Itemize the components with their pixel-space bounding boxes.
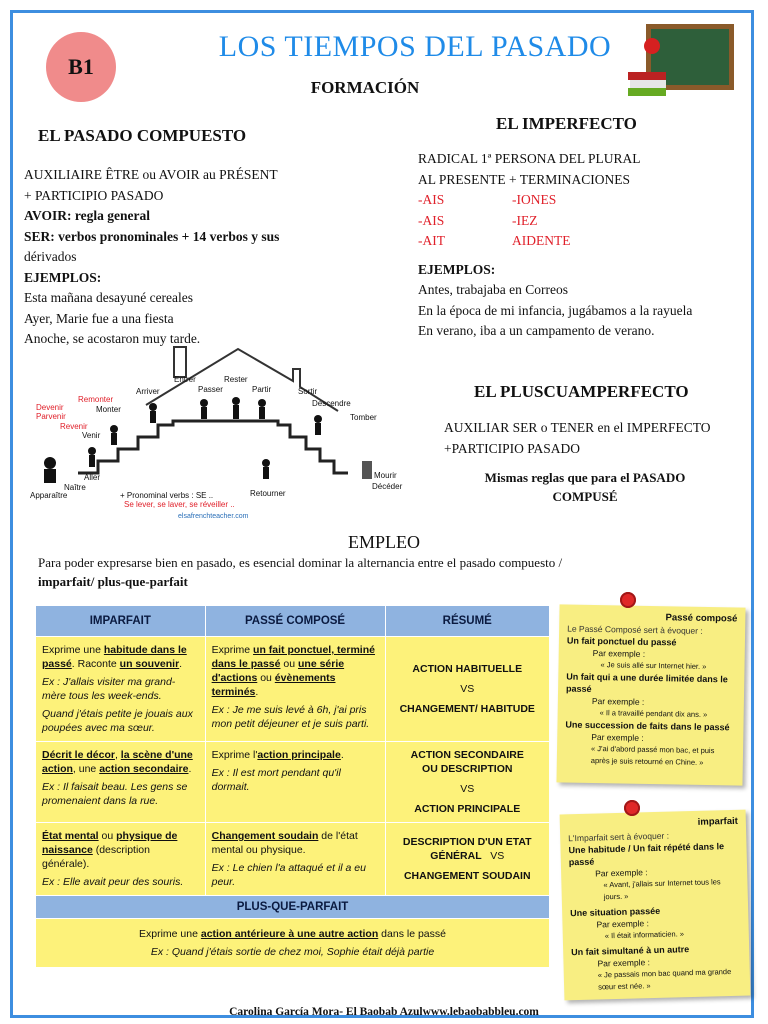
resume-cell: DESCRIPTION D'UN ETAT GÉNÉRAL VS CHANGEMENT SOUDAIN [385,823,550,896]
empleo-intro: Para poder expresarse bien en pasado, es esencial dominar la alternancia entre el pasado compuesto / [38,555,563,570]
table-row [36,823,550,896]
page-title: LOS TIEMPOS DEL PASADO [218,30,612,63]
note-intro: L'Imparfait sert à évoquer : [568,830,670,844]
imparfait-cell: État mental ou physique de naissance (description générale). Ex : Elle avait peur des souris. [36,823,206,896]
usage-table [35,605,550,968]
imp-example: En la época de mi infancia, jugábamos a la rayuela [418,302,693,318]
imp-ejemplos-label: EJEMPLOS: [418,261,496,277]
imparfait-cell: Exprime une habitude dans le passé. Raconte un souvenir. Ex : J'allais visiter ma grand-mère tous les week-ends. Quand j'étais petite je jouais aux poupées avec ma sœur. [36,637,206,742]
verb-label: Entrer [174,375,196,384]
verb-label: Mourir [374,471,397,480]
pluscuamperfecto-heading: EL PLUSCUAMPERFECTO [474,382,689,401]
verb-label: Devenir [36,403,64,412]
verb-label: Passer [198,385,223,394]
imp-ending-row: -AIT AIDENTE [418,233,571,248]
footer-credit: Carolina García Mora- El Baobab Azulwww.lebaobabbleu.com [229,1006,539,1018]
imparfait-cell: Décrit le décor, la scène d'une action, une action secondaire. Ex : Il faisait beau. Les gens se promenaient dans la rue. [36,742,206,823]
col-header-imparfait: IMPARFAIT [36,606,206,637]
empleo-intro-bold: imparfait/ plus-que-parfait [38,574,188,589]
pc-avoir-rule: AVOIR: regla general [24,208,150,223]
imp-example: En verano, iba a un campamento de verano. [418,323,655,338]
verb-label: Rester [224,375,248,384]
verb-label: Sortir [298,387,318,396]
level-badge: B1 [46,32,116,102]
sticky-note-passe-compose: Passé composé Le Passé Composé sert à évoquer : Un fait ponctuel du passé Par exemple : « Je suis allé sur Internet hier. » Un fait qui a une durée limitée dans le passé Par exemple : « Il a travaillé pendant dix ans. » Une succession de faits dans le passé Par exemple : « J'ai d'abord passé mon bac, et puis après je suis retourné en Chine. » [556,604,745,785]
note-intro: Le Passé Composé sert à évoquer : [567,623,703,636]
empleo-heading: EMPLEO [348,532,420,552]
pc-derivados: dérivados [24,249,77,264]
verb-label: Naître [64,483,86,492]
col-header-resume: RÉSUMÉ [385,606,550,637]
page-subtitle: FORMACIÓN [310,78,420,97]
imp-example: Antes, trabajaba en Correos [418,282,568,297]
imp-formation-line: AL PRESENTE + TERMINACIONES [418,171,630,187]
etre-house-illustration [28,345,403,525]
verb-label: Monter [96,405,121,414]
verb-label: Aller [84,473,101,482]
image-credit: elsafrenchteacher.com [178,513,249,520]
table-row [36,637,550,742]
passe-compose-heading: EL PASADO COMPUESTO [38,126,247,145]
pqp-formation-line: AUXILIAR SER o TENER en el IMPERFECTO [444,420,711,435]
pqp-rule-note: COMPUSÉ [552,489,618,504]
note-title: imparfait [697,815,738,828]
pc-example: Anoche, se acostaron muy tarde. [24,331,201,346]
verb-label: Descendre [312,399,351,408]
resume-cell: ACTION HABITUELLE VS CHANGEMENT/ HABITUDE [385,637,550,742]
verb-label: Parvenir [36,412,66,421]
pushpin-icon [620,592,636,608]
imp-ending-row: -AIS -IONES [418,192,557,207]
pushpin-icon [624,800,640,816]
pqp-table-cell: Exprime une action antérieure à une autre action dans le passé Ex : Quand j'étais sortie de chez moi, Sophie était déjà partie [36,919,550,968]
pc-example: Esta mañana desayuné cereales [24,290,194,305]
pc-formation-line: AUXILIAIRE ÊTRE ou AVOIR au PRÉSENT [24,167,278,182]
note-title: Passé composé [665,612,738,625]
pc-ejemplos-label: EJEMPLOS: [24,269,102,285]
verb-label: Décéder [372,482,403,491]
verb-label: Venir [82,431,101,440]
chalkboard-illustration [628,22,738,102]
sticky-note-imparfait: imparfait L'Imparfait sert à évoquer : Une habitude / Un fait répété dans le passé Par exemple : « Avant, j'allais sur Internet tous les jours. » Une situation passée Par exemple : « Il était informaticien. » Un fait simultané à un autre Par exemple : « Je passais mon bac quand ma grande sœur est née. » [560,810,751,1001]
pc-ser-rule: SER: verbos pronominales + 14 verbos y sus [24,228,280,244]
pc-example: Ayer, Marie fue a una fiesta [24,310,174,326]
pqp-formation-line: +PARTICIPIO PASADO [444,440,580,456]
pqp-rule-note: Mismas reglas que para el PASADO [484,470,686,485]
passe-compose-cell: Changement soudain de l'état mental ou physique. Ex : Le chien l'a attaqué et il a eu peur. [205,823,385,896]
verb-label: Remonter [78,395,114,404]
pronominal-examples: Se lever, se laver, se réveiller .. [124,500,235,509]
col-header-passe-compose: PASSÉ COMPOSÉ [205,606,385,637]
verb-label: Tomber [350,413,377,422]
verb-label: Apparaître [30,491,68,500]
resume-cell: ACTION SECONDAIRE OU DESCRIPTION VS ACTION PRINCIPALE [385,742,550,823]
table-row [36,742,550,823]
pqp-table-header: PLUS-QUE-PARFAIT [36,896,550,919]
passe-compose-cell: Exprime un fait ponctuel, terminé dans le passé ou une série d'actions ou évènements terminés. Ex : Je me suis levé à 6h, j'ai pris mon petit déjeuner et je suis parti. [205,637,385,742]
imperfecto-heading: EL IMPERFECTO [496,114,637,133]
verb-label: Revenir [60,422,88,431]
verb-label: Retourner [250,489,286,498]
imp-ending-row: -AIS -IEZ [418,212,538,228]
pc-formation-line: + PARTICIPIO PASADO [24,187,164,203]
imp-formation-line: RADICAL 1ª PERSONA DEL PLURAL [418,151,641,166]
verb-label: Partir [252,385,272,394]
verb-label: Arriver [136,387,160,396]
passe-compose-cell: Exprime l'action principale. Ex : Il est mort pendant qu'il dormait. [205,742,385,823]
pronominal-note: + Pronominal verbs : SE .. [120,491,214,500]
